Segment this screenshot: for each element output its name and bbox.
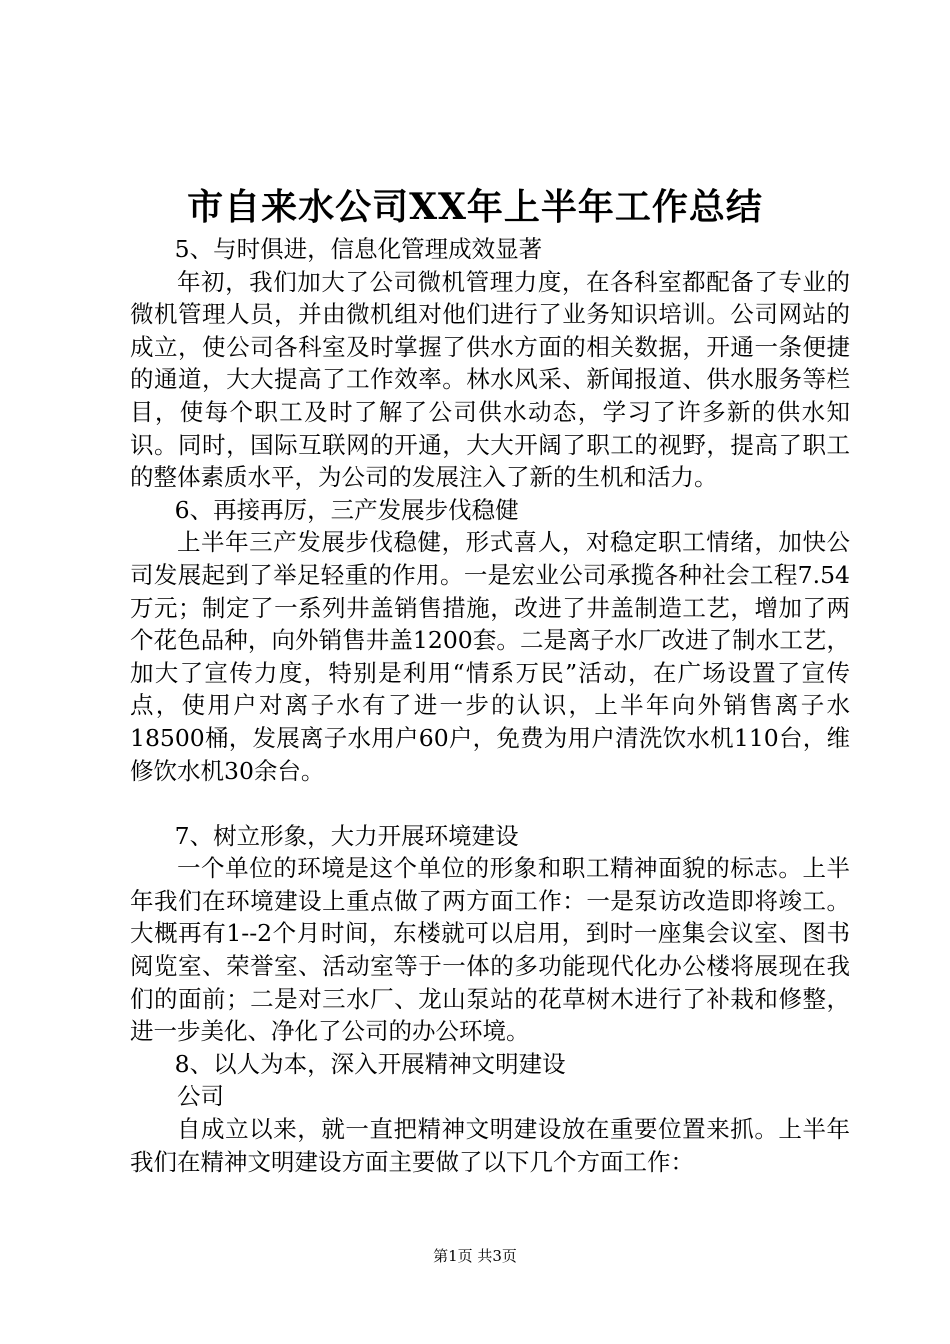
section-8-paragraph-2: 自成立以来，就一直把精神文明建设放在重要位置来抓。上半年我们在精神文明建设方面主要做了以下几个方面工作： xyxy=(130,1115,850,1176)
section-5-paragraph: 年初，我们加大了公司微机管理力度，在各科室都配备了专业的微机管理人员，并由微机组对他们进行了业务知识培训。公司网站的成立，使公司各科室及时掌握了供水方面的相关数据，开通一条便捷的通道，大大提高了工作效率。林水风采、新闻报道、供水服务等栏目，使每个职工及时了解了公司供水动态，学习了许多新的供水知识。同时，国际互联网的开通，大大开阔了职工的视野，提高了职工的整体素质水平，为公司的发展注入了新的生机和活力。 xyxy=(130,267,850,492)
section-7-paragraph: 一个单位的环境是这个单位的形象和职工精神面貌的标志。上半年我们在环境建设上重点做了两方面工作：一是泵访改造即将竣工。大概再有1--2个月时间，东楼就可以启用，到时一座集会议室、图书阅览室、荣誉室、活动室等于一体的多功能现代化办公楼将展现在我们的面前；二是对三水厂、龙山泵站的花草树木进行了补栽和修整，进一步美化、净化了公司的办公环境。 xyxy=(130,854,850,1046)
section-6-paragraph: 上半年三产发展步伐稳健，形式喜人，对稳定职工情绪，加快公司发展起到了举足轻重的作用。一是宏业公司承揽各种社会工程7.54万元；制定了一系列井盖销售措施，改进了井盖制造工艺，增加了两个花色品种，向外销售井盖1200套。二是离子水厂改进了制水工艺，加大了宣传力度，特别是利用“情系万民”活动，在广场设置了宣传点，使用户对离子水有了进一步的认识，上半年向外销售离子水18500桶，发展离子水用户60户，免费为用户清洗饮水机110台，维修饮水机30余台。 xyxy=(130,528,850,785)
section-heading-5: 5、与时俱进，信息化管理成效显著 xyxy=(174,235,543,263)
document-body xyxy=(130,233,850,1178)
section-8-paragraph-1: 公司 xyxy=(177,1082,224,1111)
section-heading-7: 7、树立形象，大力开展环境建设 xyxy=(174,821,519,850)
section-heading-6: 6、再接再厉，三产发展步伐稳健 xyxy=(174,495,519,524)
paragraph-spacer xyxy=(130,787,850,820)
page-number-footer: 第1页 共3页 xyxy=(433,1247,517,1265)
section-heading-8: 8、以人为本，深入开展精神文明建设 xyxy=(174,1049,566,1078)
document-title: 市自来水公司XX年上半年工作总结 xyxy=(187,186,763,228)
